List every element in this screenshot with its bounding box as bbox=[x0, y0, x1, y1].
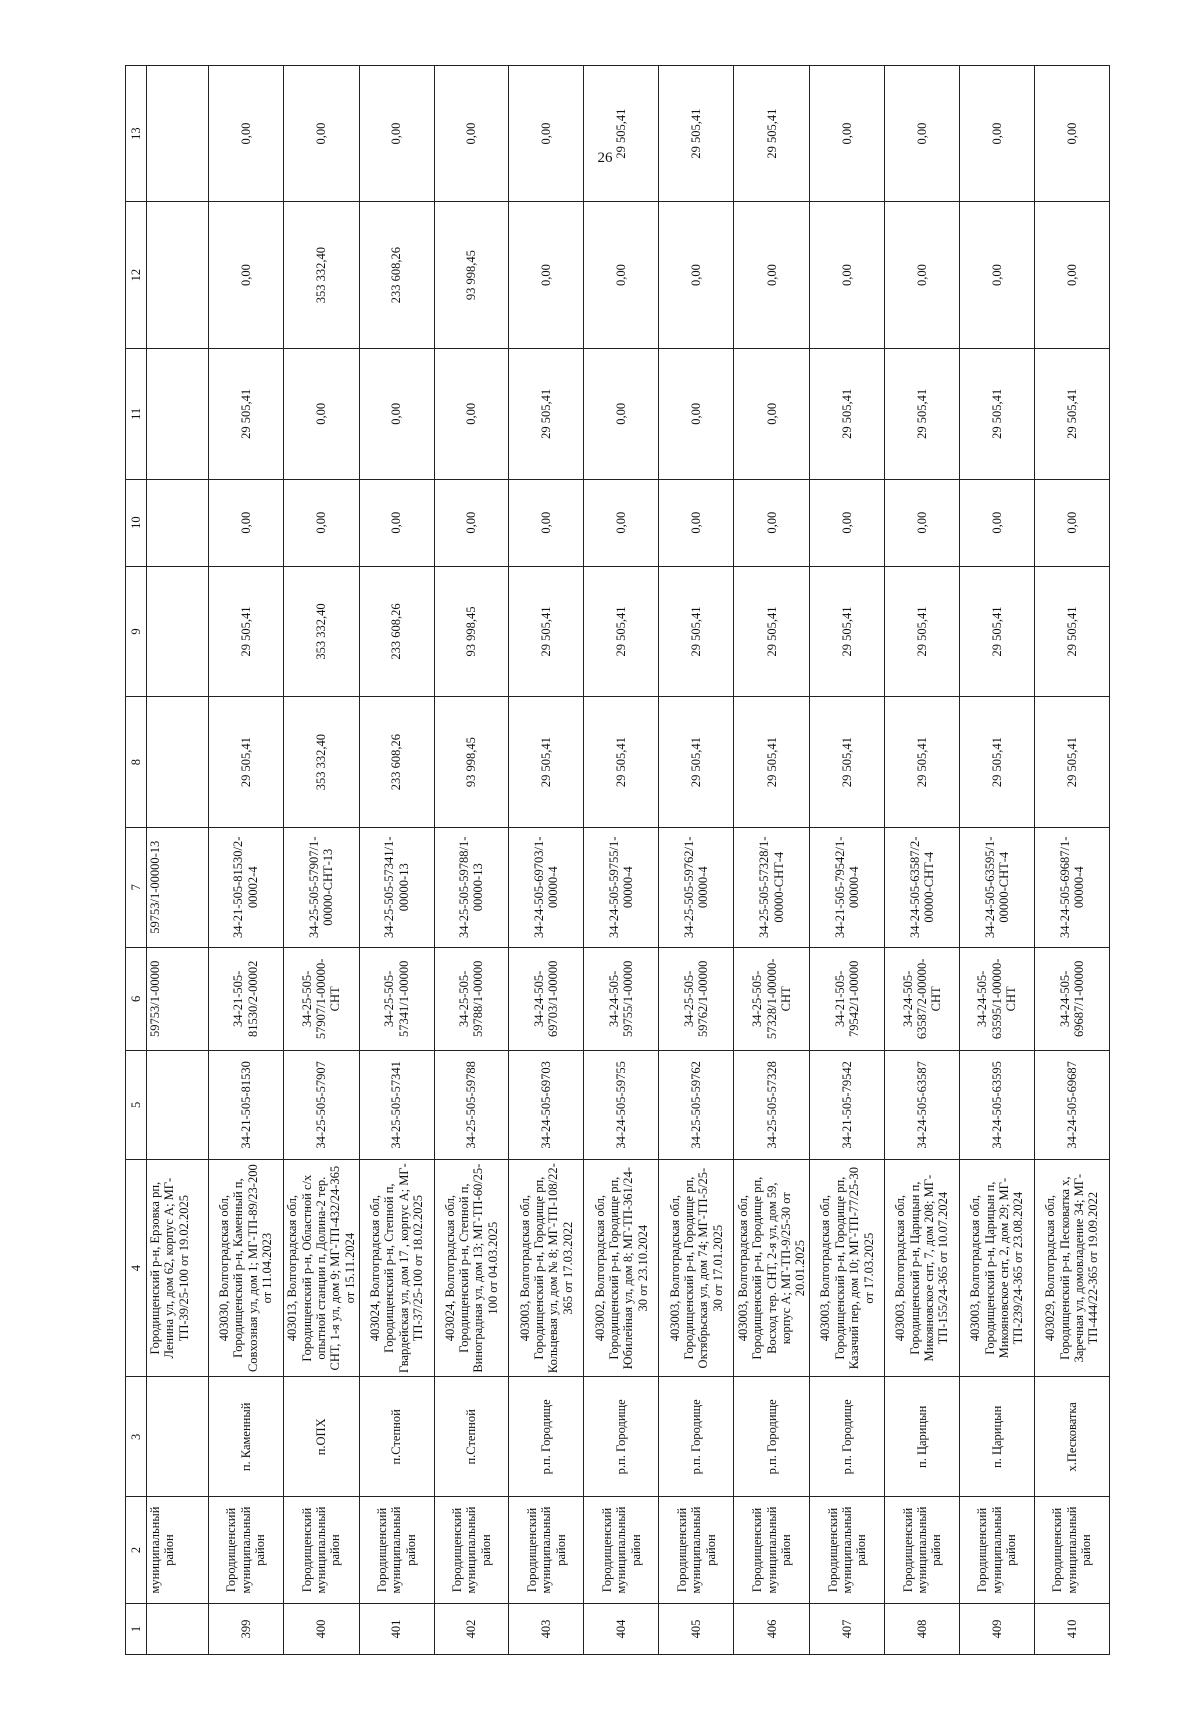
object-code-full-cell: 34-21-505-79542/1-00000-4 bbox=[810, 827, 885, 947]
district-cell: Городищенский муниципальный район bbox=[734, 1497, 810, 1604]
value-cell-8: 233 608,26 bbox=[359, 697, 434, 828]
value-cell-9: 29 505,41 bbox=[960, 566, 1035, 697]
rotated-table-container bbox=[125, 65, 1110, 1655]
value-cell-10: 0,00 bbox=[208, 479, 283, 566]
value-cell-11: 0,00 bbox=[734, 349, 810, 480]
value-cell-11: 29 505,41 bbox=[509, 349, 584, 480]
table-row bbox=[734, 66, 810, 1655]
value-cell-8: 29 505,41 bbox=[208, 697, 283, 828]
value-cell-12: 353 332,40 bbox=[283, 202, 359, 349]
value-cell-8: 353 332,40 bbox=[283, 697, 359, 828]
value-cell-11: 0,00 bbox=[359, 349, 434, 480]
cadastral-quarter-cell: 34-24-505-69703 bbox=[509, 1051, 584, 1160]
value-cell-9: 29 505,41 bbox=[509, 566, 584, 697]
value-cell-8: 29 505,41 bbox=[584, 697, 659, 828]
value-cell-10: 0,00 bbox=[359, 479, 434, 566]
row-number-cell: 404 bbox=[584, 1603, 659, 1654]
address-cell: 403003, Волгоградская обл, Городищенский р-н, Царицын п, Микояновское снт, 7, дом 208; МГ-ТП-155/24-365 от 10.07.2024 bbox=[885, 1159, 960, 1377]
value-cell-11: 29 505,41 bbox=[960, 349, 1035, 480]
row-number-cell: 407 bbox=[810, 1603, 885, 1654]
value-cell-11: 0,00 bbox=[434, 349, 509, 480]
column-number: 6 bbox=[126, 947, 147, 1050]
address-cell: 403002, Волгоградская обл, Городищенский р-н, Городище рп, Юбилейная ул, дом 8; МГ-ТП-361/24-30 от 23.10.2024 bbox=[584, 1159, 659, 1377]
value-cell-9: 29 505,41 bbox=[208, 566, 283, 697]
cadastral-quarter-cell: 34-21-505-79542 bbox=[810, 1051, 885, 1160]
row-number-cell: 410 bbox=[1035, 1603, 1110, 1654]
value-cell-11: 29 505,41 bbox=[208, 349, 283, 480]
value-cell-8: 29 505,41 bbox=[509, 697, 584, 828]
value-cell-9: 29 505,41 bbox=[734, 566, 810, 697]
column-number: 4 bbox=[126, 1159, 147, 1377]
district-cell: Городищенский муниципальный район bbox=[283, 1497, 359, 1604]
locality-cell: р.п. Городище bbox=[659, 1377, 734, 1497]
value-cell-8: 29 505,41 bbox=[885, 697, 960, 828]
value-cell-12: 93 998,45 bbox=[434, 202, 509, 349]
value-cell-11: 0,00 bbox=[584, 349, 659, 480]
cadastral-quarter-cell: 34-25-505-57341 bbox=[359, 1051, 434, 1160]
object-code-cell: 34-24-505-63587/2-00000-СНТ bbox=[885, 947, 960, 1050]
object-code-cell: 34-25-505-57907/1-00000-СНТ bbox=[283, 947, 359, 1050]
cadastral-quarter-cell: 34-24-505-63587 bbox=[885, 1051, 960, 1160]
value-cell-10: 0,00 bbox=[734, 479, 810, 566]
table-row bbox=[885, 66, 960, 1655]
row-number-cell: 409 bbox=[960, 1603, 1035, 1654]
value-cell-13: 0,00 bbox=[434, 66, 509, 202]
object-code-cell: 34-21-505-79542/1-00000 bbox=[810, 947, 885, 1050]
value-cell-9: 29 505,41 bbox=[584, 566, 659, 697]
value-cell-13: 0,00 bbox=[359, 66, 434, 202]
object-code-full-cell: 34-25-505-59788/1-00000-13 bbox=[434, 827, 509, 947]
column-number: 11 bbox=[126, 349, 147, 480]
value-cell-8: 29 505,41 bbox=[960, 697, 1035, 828]
table-row bbox=[509, 66, 584, 1655]
cadastral-quarter-cell bbox=[147, 1051, 209, 1160]
value-cell-12: 0,00 bbox=[584, 202, 659, 349]
district-cell: Городищенский муниципальный район bbox=[434, 1497, 509, 1604]
value-cell-13: 0,00 bbox=[960, 66, 1035, 202]
locality-cell: п. Царицын bbox=[885, 1377, 960, 1497]
column-number: 8 bbox=[126, 697, 147, 828]
locality-cell: х.Песковатка bbox=[1035, 1377, 1110, 1497]
value-cell-9: 29 505,41 bbox=[885, 566, 960, 697]
value-cell-8: 29 505,41 bbox=[659, 697, 734, 828]
district-cell: Городищенский муниципальный район bbox=[208, 1497, 283, 1604]
column-number: 10 bbox=[126, 479, 147, 566]
value-cell-12 bbox=[147, 202, 209, 349]
address-cell: 403030, Волгоградская обл, Городищенский р-н, Каменный п, Совхозная ул, дом 1; МГ-ТП-89/23-200 от 11.04.2023 bbox=[208, 1159, 283, 1377]
page-number: 26 bbox=[597, 150, 613, 166]
district-cell: Городищенский муниципальный район bbox=[960, 1497, 1035, 1604]
locality-cell: п.Степной bbox=[359, 1377, 434, 1497]
address-cell: 403013, Волгоградская обл, Городищенский р-н, Областной с/х опытной станции п, Долина-2 тер. СНТ, 1-я ул, дом 9; МГ-ТП-432/24-365 от 15.11.2024 bbox=[283, 1159, 359, 1377]
column-number: 9 bbox=[126, 566, 147, 697]
address-cell: 403003, Волгоградская обл, Городищенский р-н, Городище рп, Восход тер. СНТ, 2-я ул, дом 59, корпус А; МГ-ТП-9/25-30 от 20.01.2025 bbox=[734, 1159, 810, 1377]
address-cell: 403003, Волгоградская обл, Городищенский р-н, Городище рп, Кольцевая ул, дом № 8; МГ-ТП-108/22-365 от 17.03.2022 bbox=[509, 1159, 584, 1377]
row-number-cell: 406 bbox=[734, 1603, 810, 1654]
value-cell-9: 353 332,40 bbox=[283, 566, 359, 697]
continuation-row bbox=[147, 66, 209, 1655]
value-cell-10: 0,00 bbox=[659, 479, 734, 566]
object-code-full-cell: 34-25-505-59762/1-00000-4 bbox=[659, 827, 734, 947]
cadastral-quarter-cell: 34-21-505-81530 bbox=[208, 1051, 283, 1160]
value-cell-10 bbox=[147, 479, 209, 566]
data-table bbox=[125, 65, 1110, 1655]
cadastral-quarter-cell: 34-25-505-59788 bbox=[434, 1051, 509, 1160]
cadastral-quarter-cell: 34-25-505-57328 bbox=[734, 1051, 810, 1160]
object-code-cell: 34-25-505-59788/1-00000 bbox=[434, 947, 509, 1050]
row-number-cell: 408 bbox=[885, 1603, 960, 1654]
address-cell: 403003, Волгоградская обл, Городищенский р-н, Царицын п, Микояновское снт, 2, дом 29; МГ-ТП-239/24-365 от 23.08.2024 bbox=[960, 1159, 1035, 1377]
row-number-cell: 403 bbox=[509, 1603, 584, 1654]
value-cell-13: 29 505,41 bbox=[734, 66, 810, 202]
district-cell: Городищенский муниципальный район bbox=[509, 1497, 584, 1604]
cadastral-quarter-cell: 34-24-505-69687 bbox=[1035, 1051, 1110, 1160]
value-cell-13: 0,00 bbox=[1035, 66, 1110, 202]
column-number: 1 bbox=[126, 1603, 147, 1654]
address-cell: 403003, Волгоградская обл, Городищенский р-н, Городище рп, Октябрьская ул, дом 74; МГ-ТП-5/25-30 от 17.01.2025 bbox=[659, 1159, 734, 1377]
value-cell-8 bbox=[147, 697, 209, 828]
value-cell-12: 0,00 bbox=[208, 202, 283, 349]
value-cell-9: 29 505,41 bbox=[1035, 566, 1110, 697]
object-code-cell: 34-24-505-69703/1-00000 bbox=[509, 947, 584, 1050]
value-cell-11: 0,00 bbox=[283, 349, 359, 480]
cadastral-quarter-cell: 34-25-505-57907 bbox=[283, 1051, 359, 1160]
table-row bbox=[359, 66, 434, 1655]
column-number: 2 bbox=[126, 1497, 147, 1604]
object-code-cell: 34-25-505-57341/1-00000 bbox=[359, 947, 434, 1050]
value-cell-10: 0,00 bbox=[960, 479, 1035, 566]
value-cell-13: 0,00 bbox=[810, 66, 885, 202]
value-cell-12: 0,00 bbox=[734, 202, 810, 349]
address-cell: 403024, Волгоградская обл, Городищенский р-н, Степной п, Виноградная ул, дом 13; МГ-ТП-60/25-100 от 04.03.2025 bbox=[434, 1159, 509, 1377]
locality-cell: р.п. Городище bbox=[810, 1377, 885, 1497]
row-number-cell: 400 bbox=[283, 1603, 359, 1654]
value-cell-9: 29 505,41 bbox=[810, 566, 885, 697]
object-code-full-cell: 34-24-505-69687/1-00000-4 bbox=[1035, 827, 1110, 947]
value-cell-13: 29 505,41 bbox=[584, 66, 659, 202]
object-code-full-cell: 34-21-505-81530/2-00002-4 bbox=[208, 827, 283, 947]
object-code-cell: 34-25-505-57328/1-00000-СНТ bbox=[734, 947, 810, 1050]
locality-cell: п.Степной bbox=[434, 1377, 509, 1497]
value-cell-12: 0,00 bbox=[885, 202, 960, 349]
table-row bbox=[810, 66, 885, 1655]
value-cell-11 bbox=[147, 349, 209, 480]
table-row bbox=[283, 66, 359, 1655]
object-code-cell: 34-24-505-59755/1-00000 bbox=[584, 947, 659, 1050]
value-cell-8: 93 998,45 bbox=[434, 697, 509, 828]
value-cell-10: 0,00 bbox=[885, 479, 960, 566]
column-number: 12 bbox=[126, 202, 147, 349]
table-row bbox=[659, 66, 734, 1655]
value-cell-12: 233 608,26 bbox=[359, 202, 434, 349]
value-cell-10: 0,00 bbox=[810, 479, 885, 566]
value-cell-10: 0,00 bbox=[509, 479, 584, 566]
value-cell-11: 0,00 bbox=[659, 349, 734, 480]
value-cell-13: 0,00 bbox=[283, 66, 359, 202]
object-code-full-cell: 34-25-505-57328/1-00000-СНТ-4 bbox=[734, 827, 810, 947]
table-row bbox=[434, 66, 509, 1655]
cadastral-quarter-cell: 34-24-505-63595 bbox=[960, 1051, 1035, 1160]
locality-cell: р.п. Городище bbox=[509, 1377, 584, 1497]
object-code-cell: 59753/1-00000 bbox=[147, 947, 209, 1050]
locality-cell: п. Царицын bbox=[960, 1377, 1035, 1497]
value-cell-11: 29 505,41 bbox=[1035, 349, 1110, 480]
district-cell: Городищенский муниципальный район bbox=[359, 1497, 434, 1604]
district-cell: Городищенский муниципальный район bbox=[885, 1497, 960, 1604]
row-number-cell: 399 bbox=[208, 1603, 283, 1654]
value-cell-10: 0,00 bbox=[434, 479, 509, 566]
object-code-full-cell: 34-24-505-63595/1-00000-СНТ-4 bbox=[960, 827, 1035, 947]
value-cell-11: 29 505,41 bbox=[885, 349, 960, 480]
value-cell-12: 0,00 bbox=[1035, 202, 1110, 349]
value-cell-13: 0,00 bbox=[208, 66, 283, 202]
object-code-cell: 34-24-505-63595/1-00000-СНТ bbox=[960, 947, 1035, 1050]
cadastral-quarter-cell: 34-25-505-59762 bbox=[659, 1051, 734, 1160]
object-code-full-cell: 59753/1-00000-13 bbox=[147, 827, 209, 947]
address-cell: 403003, Волгоградская обл, Городищенский р-н, Городище рп, Казачий пер, дом 10; МГ-ТП-77/25-30 от 17.03.2025 bbox=[810, 1159, 885, 1377]
row-number-cell: 402 bbox=[434, 1603, 509, 1654]
object-code-full-cell: 34-24-505-63587/2-00000-СНТ-4 bbox=[885, 827, 960, 947]
locality-cell bbox=[147, 1377, 209, 1497]
district-cell: Городищенский муниципальный район bbox=[659, 1497, 734, 1604]
value-cell-13: 29 505,41 bbox=[659, 66, 734, 202]
value-cell-13: 0,00 bbox=[885, 66, 960, 202]
locality-cell: р.п. Городище bbox=[584, 1377, 659, 1497]
object-code-cell: 34-24-505-69687/1-00000 bbox=[1035, 947, 1110, 1050]
value-cell-9: 233 608,26 bbox=[359, 566, 434, 697]
district-cell: Городищенский муниципальный район bbox=[810, 1497, 885, 1604]
district-cell: муниципальный район bbox=[147, 1497, 209, 1604]
row-number-cell: 405 bbox=[659, 1603, 734, 1654]
object-code-full-cell: 34-25-505-57907/1-00000-СНТ-13 bbox=[283, 827, 359, 947]
value-cell-12: 0,00 bbox=[509, 202, 584, 349]
object-code-cell: 34-25-505-59762/1-00000 bbox=[659, 947, 734, 1050]
value-cell-10: 0,00 bbox=[584, 479, 659, 566]
value-cell-10: 0,00 bbox=[1035, 479, 1110, 566]
district-cell: Городищенский муниципальный район bbox=[584, 1497, 659, 1604]
object-code-full-cell: 34-25-505-57341/1-00000-13 bbox=[359, 827, 434, 947]
value-cell-10: 0,00 bbox=[283, 479, 359, 566]
table-row bbox=[584, 66, 659, 1655]
value-cell-8: 29 505,41 bbox=[810, 697, 885, 828]
table-row bbox=[208, 66, 283, 1655]
locality-cell: р.п. Городище bbox=[734, 1377, 810, 1497]
value-cell-12: 0,00 bbox=[960, 202, 1035, 349]
table-row bbox=[1035, 66, 1110, 1655]
column-number: 3 bbox=[126, 1377, 147, 1497]
value-cell-11: 29 505,41 bbox=[810, 349, 885, 480]
cadastral-quarter-cell: 34-24-505-59755 bbox=[584, 1051, 659, 1160]
address-cell: Городищенский р-н, Ерзовка рп, Ленина ул, дом 62, корпус А; МГ-ТП-39/25-100 от 19.02.2025 bbox=[147, 1159, 209, 1377]
value-cell-8: 29 505,41 bbox=[1035, 697, 1110, 828]
address-cell: 403024, Волгоградская обл, Городищенский р-н, Степной п, Гвардейская ул, дом 17 , корпус А; МГ-ТП-37/25-100 от 18.02.2025 bbox=[359, 1159, 434, 1377]
value-cell-8: 29 505,41 bbox=[734, 697, 810, 828]
value-cell-13: 0,00 bbox=[509, 66, 584, 202]
address-cell: 403029, Волгоградская обл, Городищенский р-н, Песковатка х, Заречная ул, домовладение 34; МГ-ТП-444/22-365 от 19.09.2022 bbox=[1035, 1159, 1110, 1377]
value-cell-9: 29 505,41 bbox=[659, 566, 734, 697]
district-cell: Городищенский муниципальный район bbox=[1035, 1497, 1110, 1604]
object-code-cell: 34-21-505-81530/2-00002 bbox=[208, 947, 283, 1050]
value-cell-12: 0,00 bbox=[659, 202, 734, 349]
value-cell-13 bbox=[147, 66, 209, 202]
column-number: 7 bbox=[126, 827, 147, 947]
object-code-full-cell: 34-24-505-69703/1-00000-4 bbox=[509, 827, 584, 947]
value-cell-9 bbox=[147, 566, 209, 697]
table-row bbox=[960, 66, 1035, 1655]
column-number-row bbox=[126, 66, 147, 1655]
row-number-cell bbox=[147, 1603, 209, 1654]
value-cell-9: 93 998,45 bbox=[434, 566, 509, 697]
locality-cell: п.ОПХ bbox=[283, 1377, 359, 1497]
column-number: 13 bbox=[126, 66, 147, 202]
locality-cell: п. Каменный bbox=[208, 1377, 283, 1497]
value-cell-12: 0,00 bbox=[810, 202, 885, 349]
column-number: 5 bbox=[126, 1051, 147, 1160]
object-code-full-cell: 34-24-505-59755/1-00000-4 bbox=[584, 827, 659, 947]
row-number-cell: 401 bbox=[359, 1603, 434, 1654]
